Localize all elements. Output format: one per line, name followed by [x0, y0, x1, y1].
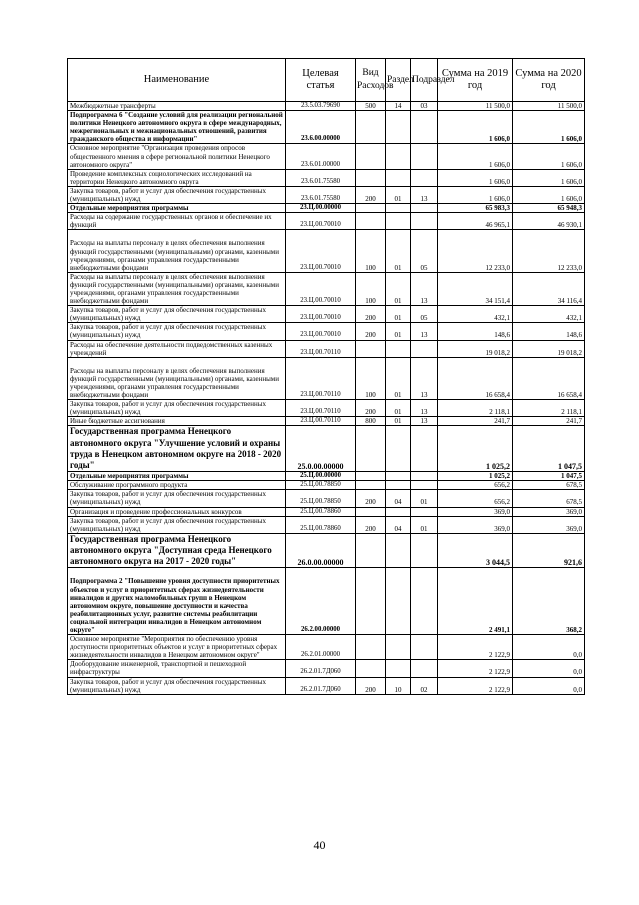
- table-row: [68, 635, 585, 660]
- row-target-code: 23.5.03.79690: [286, 102, 356, 111]
- row-expense-kind: 200: [356, 490, 386, 507]
- row-expense-kind: [356, 426, 386, 472]
- row-target-code: 25.Ц.00.78850: [286, 481, 356, 490]
- row-sum-2019: 369,0: [438, 516, 513, 533]
- table-row: [68, 323, 585, 340]
- row-name: Проведение комплексных социологических исследований на территории Ненецкого автономного округа: [68, 169, 286, 186]
- row-sum-2019: 241,7: [438, 417, 513, 426]
- row-name: Закупка товаров, работ и услуг для обеспечения государственных (муниципальных) нужд: [68, 323, 286, 340]
- row-section: [386, 340, 411, 357]
- header-name: Наименование: [68, 59, 286, 102]
- row-section: [386, 568, 411, 635]
- table-row: [68, 357, 585, 399]
- table-row: [68, 426, 585, 472]
- row-sum-2020: 369,0: [513, 507, 585, 516]
- row-subsection: 05: [411, 306, 438, 323]
- row-section: 04: [386, 516, 411, 533]
- row-sum-2020: 678,5: [513, 481, 585, 490]
- row-target-code: 23.Ц.00.00000: [286, 204, 356, 213]
- row-expense-kind: 200: [356, 400, 386, 417]
- row-sum-2020: 1 606,0: [513, 111, 585, 144]
- row-subsection: [411, 426, 438, 472]
- row-section: 01: [386, 230, 411, 272]
- row-section: [386, 204, 411, 213]
- row-name: Расходы на содержание государственных органов и обеспечение их функций: [68, 213, 286, 230]
- row-sum-2019: 1 606,0: [438, 169, 513, 186]
- row-target-code: 23.Ц.00.70110: [286, 340, 356, 357]
- row-sum-2020: 368,2: [513, 568, 585, 635]
- row-section: 01: [386, 417, 411, 426]
- row-sum-2019: 1 025,2: [438, 426, 513, 472]
- row-section: [386, 481, 411, 490]
- row-subsection: 13: [411, 323, 438, 340]
- row-name: Расходы на выплаты персоналу в целях обеспечения выполнения функций государственными (муниципальными) органами, казенными учреждениями, органами управления государственными внебюджетными фондами: [68, 272, 286, 305]
- row-target-code: 26.2.01.00000: [286, 635, 356, 660]
- row-expense-kind: 100: [356, 357, 386, 399]
- row-expense-kind: [356, 481, 386, 490]
- table-header-row: [68, 59, 585, 102]
- table-row: [68, 111, 585, 144]
- row-section: 10: [386, 677, 411, 694]
- row-subsection: [411, 204, 438, 213]
- row-target-code: 23.Ц.00.70110: [286, 400, 356, 417]
- row-target-code: 23.Ц.00.70110: [286, 357, 356, 399]
- row-sum-2020: 46 930,1: [513, 213, 585, 230]
- row-sum-2019: 11 500,0: [438, 102, 513, 111]
- row-section: 04: [386, 490, 411, 507]
- row-subsection: [411, 481, 438, 490]
- row-subsection: [411, 507, 438, 516]
- row-name: Отдельные мероприятия программы: [68, 204, 286, 213]
- row-target-code: 25.Ц.00.00000: [286, 472, 356, 481]
- row-section: [386, 660, 411, 677]
- row-target-code: 23.6.01.75580: [286, 169, 356, 186]
- row-expense-kind: 500: [356, 102, 386, 111]
- row-sum-2020: 2 118,1: [513, 400, 585, 417]
- row-expense-kind: [356, 213, 386, 230]
- header-subsection: Подраздел: [411, 59, 438, 102]
- row-subsection: [411, 660, 438, 677]
- row-section: 01: [386, 306, 411, 323]
- table-row: [68, 516, 585, 533]
- table-row: [68, 272, 585, 305]
- row-section: [386, 213, 411, 230]
- row-subsection: 13: [411, 272, 438, 305]
- row-section: [386, 144, 411, 169]
- row-sum-2019: 1 025,2: [438, 472, 513, 481]
- row-sum-2019: 65 983,3: [438, 204, 513, 213]
- row-section: 14: [386, 102, 411, 111]
- row-expense-kind: 200: [356, 677, 386, 694]
- row-sum-2020: 34 116,4: [513, 272, 585, 305]
- row-subsection: [411, 568, 438, 635]
- table-row: [68, 186, 585, 203]
- row-sum-2020: 1 047,5: [513, 426, 585, 472]
- row-section: [386, 111, 411, 144]
- row-expense-kind: 200: [356, 323, 386, 340]
- row-name: Закупка товаров, работ и услуг для обеспечения государственных (муниципальных) нужд: [68, 306, 286, 323]
- table-row: [68, 102, 585, 111]
- row-sum-2020: 241,7: [513, 417, 585, 426]
- row-expense-kind: [356, 568, 386, 635]
- row-name: Подпрограмма 6 "Создание условий для реализации региональной политики Ненецкого автономного округа в сфере международных, межрегиональных и межнациональных отношений, развития гражданского общества и информации": [68, 111, 286, 144]
- row-sum-2019: 2 122,9: [438, 677, 513, 694]
- table-row: [68, 169, 585, 186]
- row-name: Обслуживание программного продукта: [68, 481, 286, 490]
- row-subsection: [411, 144, 438, 169]
- row-subsection: 13: [411, 186, 438, 203]
- row-subsection: 13: [411, 417, 438, 426]
- row-name: Иные бюджетные ассигнования: [68, 417, 286, 426]
- row-sum-2019: 19 018,2: [438, 340, 513, 357]
- row-expense-kind: [356, 660, 386, 677]
- row-name: Закупка товаров, работ и услуг для обеспечения государственных (муниципальных) нужд: [68, 677, 286, 694]
- row-section: [386, 507, 411, 516]
- table-row: [68, 507, 585, 516]
- row-sum-2020: 432,1: [513, 306, 585, 323]
- row-sum-2020: 11 500,0: [513, 102, 585, 111]
- row-target-code: 25.Ц.00.78860: [286, 507, 356, 516]
- table-row: [68, 472, 585, 481]
- row-sum-2019: 16 658,4: [438, 357, 513, 399]
- row-subsection: 01: [411, 490, 438, 507]
- row-expense-kind: 200: [356, 516, 386, 533]
- row-expense-kind: [356, 340, 386, 357]
- row-target-code: 25.Ц.00.78850: [286, 490, 356, 507]
- row-sum-2020: 65 948,3: [513, 204, 585, 213]
- row-subsection: 05: [411, 230, 438, 272]
- row-section: 01: [386, 400, 411, 417]
- header-sum-2020: Сумма на 2020 год: [513, 59, 585, 102]
- table-row: [68, 340, 585, 357]
- row-sum-2019: 1 606,0: [438, 144, 513, 169]
- row-sum-2019: 46 965,1: [438, 213, 513, 230]
- row-target-code: 23.6.01.00000: [286, 144, 356, 169]
- row-subsection: [411, 169, 438, 186]
- row-sum-2019: 2 122,9: [438, 660, 513, 677]
- table-row: [68, 204, 585, 213]
- row-sum-2020: 1 606,0: [513, 169, 585, 186]
- row-sum-2019: 1 606,0: [438, 111, 513, 144]
- row-target-code: 25.0.00.00000: [286, 426, 356, 472]
- header-target-article: Целевая статья: [286, 59, 356, 102]
- row-sum-2020: 369,0: [513, 516, 585, 533]
- table-body: [68, 102, 585, 695]
- row-name: Закупка товаров, работ и услуг для обеспечения государственных (муниципальных) нужд: [68, 490, 286, 507]
- row-expense-kind: [356, 533, 386, 568]
- row-target-code: 23.Ц.00.70010: [286, 230, 356, 272]
- row-target-code: 23.Ц.00.70010: [286, 213, 356, 230]
- row-section: 01: [386, 186, 411, 203]
- table-row: [68, 144, 585, 169]
- row-subsection: 01: [411, 516, 438, 533]
- row-name: Расходы на выплаты персоналу в целях обеспечения выполнения функций государственными (муниципальными) органами, казенными учреждениями, органами управления государственными внебюджетными фондами: [68, 230, 286, 272]
- row-sum-2019: 2 491,1: [438, 568, 513, 635]
- row-name: Государственная программа Ненецкого автономного округа "Доступная среда Ненецкого автономного округа на 2017 - 2020 годы": [68, 533, 286, 568]
- budget-table: [67, 58, 585, 695]
- row-name: Закупка товаров, работ и услуг для обеспечения государственных (муниципальных) нужд: [68, 400, 286, 417]
- page-number: 40: [313, 838, 326, 852]
- row-section: [386, 635, 411, 660]
- row-expense-kind: [356, 472, 386, 481]
- row-target-code: 25.Ц.00.78860: [286, 516, 356, 533]
- row-section: [386, 169, 411, 186]
- row-name: Расходы на выплаты персоналу в целях обеспечения выполнения функций государственными (муниципальными) органами, казенными учреждениями, органами управления государственными внебюджетными фондами: [68, 357, 286, 399]
- table-row: [68, 306, 585, 323]
- row-section: 01: [386, 272, 411, 305]
- row-sum-2019: 2 122,9: [438, 635, 513, 660]
- table-row: [68, 481, 585, 490]
- row-name: Организация и проведение профессиональных конкурсов: [68, 507, 286, 516]
- row-section: [386, 533, 411, 568]
- table-row: [68, 213, 585, 230]
- row-subsection: 03: [411, 102, 438, 111]
- row-sum-2019: 656,2: [438, 481, 513, 490]
- row-target-code: 26.2.01.7Д060: [286, 677, 356, 694]
- table-row: [68, 417, 585, 426]
- row-section: 01: [386, 323, 411, 340]
- row-subsection: [411, 533, 438, 568]
- row-expense-kind: [356, 111, 386, 144]
- row-target-code: 26.2.00.00000: [286, 568, 356, 635]
- row-sum-2020: 16 658,4: [513, 357, 585, 399]
- row-target-code: 26.2.01.7Д060: [286, 660, 356, 677]
- row-sum-2020: 1 606,0: [513, 186, 585, 203]
- header-section: Раздел: [386, 59, 411, 102]
- row-sum-2019: 3 044,5: [438, 533, 513, 568]
- table-row: [68, 230, 585, 272]
- table-row: [68, 677, 585, 694]
- row-sum-2020: 0,0: [513, 635, 585, 660]
- row-target-code: 23.Ц.00.70110: [286, 417, 356, 426]
- row-target-code: 23.Ц.00.70010: [286, 272, 356, 305]
- row-name: Государственная программа Ненецкого автономного округа "Улучшение условий и охраны труда в Ненецком автономном округе на 2018 - 2020 годы": [68, 426, 286, 472]
- row-sum-2020: 19 018,2: [513, 340, 585, 357]
- row-sum-2020: 0,0: [513, 677, 585, 694]
- row-name: Расходы на обеспечение деятельности подведомственных казенных учреждений: [68, 340, 286, 357]
- row-expense-kind: 200: [356, 306, 386, 323]
- table-row: [68, 568, 585, 635]
- row-expense-kind: [356, 635, 386, 660]
- row-name: Основное мероприятие "Организация проведения опросов общественного мнения в сфере региональной политики Ненецкого автономного округа": [68, 144, 286, 169]
- row-sum-2020: 678,5: [513, 490, 585, 507]
- row-target-code: 23.Ц.00.70010: [286, 306, 356, 323]
- row-name: Подпрограмма 2 "Повышение уровня доступности приоритетных объектов и услуг в приоритетных сферах жизнедеятельности инвалидов и других маломобильных групп в Ненецком автономном округе, повышение доступности и качества реабилитационных услуг, развитие системы реабилитации социальной интеграции инвалидов в Ненецком автономном округе": [68, 568, 286, 635]
- table-row: [68, 660, 585, 677]
- row-expense-kind: 100: [356, 272, 386, 305]
- row-target-code: 23.6.01.75580: [286, 186, 356, 203]
- row-section: [386, 426, 411, 472]
- row-subsection: [411, 213, 438, 230]
- row-sum-2019: 1 606,0: [438, 186, 513, 203]
- row-name: Основное мероприятие "Мероприятия по обеспечению уровня доступности приоритетных объектов и услуг в приоритетных сферах жизнедеятельности инвалидов в Ненецком автономном округе": [68, 635, 286, 660]
- row-expense-kind: [356, 144, 386, 169]
- table-row: [68, 533, 585, 568]
- header-sum-2019: Сумма на 2019 год: [438, 59, 513, 102]
- row-section: [386, 472, 411, 481]
- row-sum-2020: 0,0: [513, 660, 585, 677]
- row-subsection: 13: [411, 400, 438, 417]
- row-sum-2020: 1 047,5: [513, 472, 585, 481]
- row-subsection: [411, 340, 438, 357]
- row-sum-2019: 369,0: [438, 507, 513, 516]
- row-sum-2019: 34 151,4: [438, 272, 513, 305]
- row-expense-kind: 100: [356, 230, 386, 272]
- row-sum-2019: 12 233,0: [438, 230, 513, 272]
- row-name: Закупка товаров, работ и услуг для обеспечения государственных (муниципальных) нужд: [68, 186, 286, 203]
- row-expense-kind: [356, 169, 386, 186]
- row-sum-2020: 12 233,0: [513, 230, 585, 272]
- row-subsection: 02: [411, 677, 438, 694]
- row-sum-2019: 2 118,1: [438, 400, 513, 417]
- row-subsection: [411, 472, 438, 481]
- row-sum-2020: 1 606,0: [513, 144, 585, 169]
- row-name: Закупка товаров, работ и услуг для обеспечения государственных (муниципальных) нужд: [68, 516, 286, 533]
- row-target-code: 23.6.00.00000: [286, 111, 356, 144]
- table-row: [68, 490, 585, 507]
- row-subsection: 13: [411, 357, 438, 399]
- header-expense-kind: Вид Расходов: [356, 59, 386, 102]
- row-expense-kind: 200: [356, 186, 386, 203]
- row-subsection: [411, 111, 438, 144]
- row-expense-kind: 800: [356, 417, 386, 426]
- row-name: Межбюджетные трансферты: [68, 102, 286, 111]
- row-name: Отдельные мероприятия программы: [68, 472, 286, 481]
- row-sum-2020: 148,6: [513, 323, 585, 340]
- row-expense-kind: [356, 204, 386, 213]
- row-section: 01: [386, 357, 411, 399]
- row-sum-2019: 656,2: [438, 490, 513, 507]
- row-sum-2020: 921,6: [513, 533, 585, 568]
- row-name: Дооборудование инженерной, транспортной и пешеходной инфраструктуры: [68, 660, 286, 677]
- row-target-code: 23.Ц.00.70010: [286, 323, 356, 340]
- row-sum-2019: 432,1: [438, 306, 513, 323]
- row-sum-2019: 148,6: [438, 323, 513, 340]
- table-row: [68, 400, 585, 417]
- row-target-code: 26.0.00.00000: [286, 533, 356, 568]
- row-subsection: [411, 635, 438, 660]
- row-expense-kind: [356, 507, 386, 516]
